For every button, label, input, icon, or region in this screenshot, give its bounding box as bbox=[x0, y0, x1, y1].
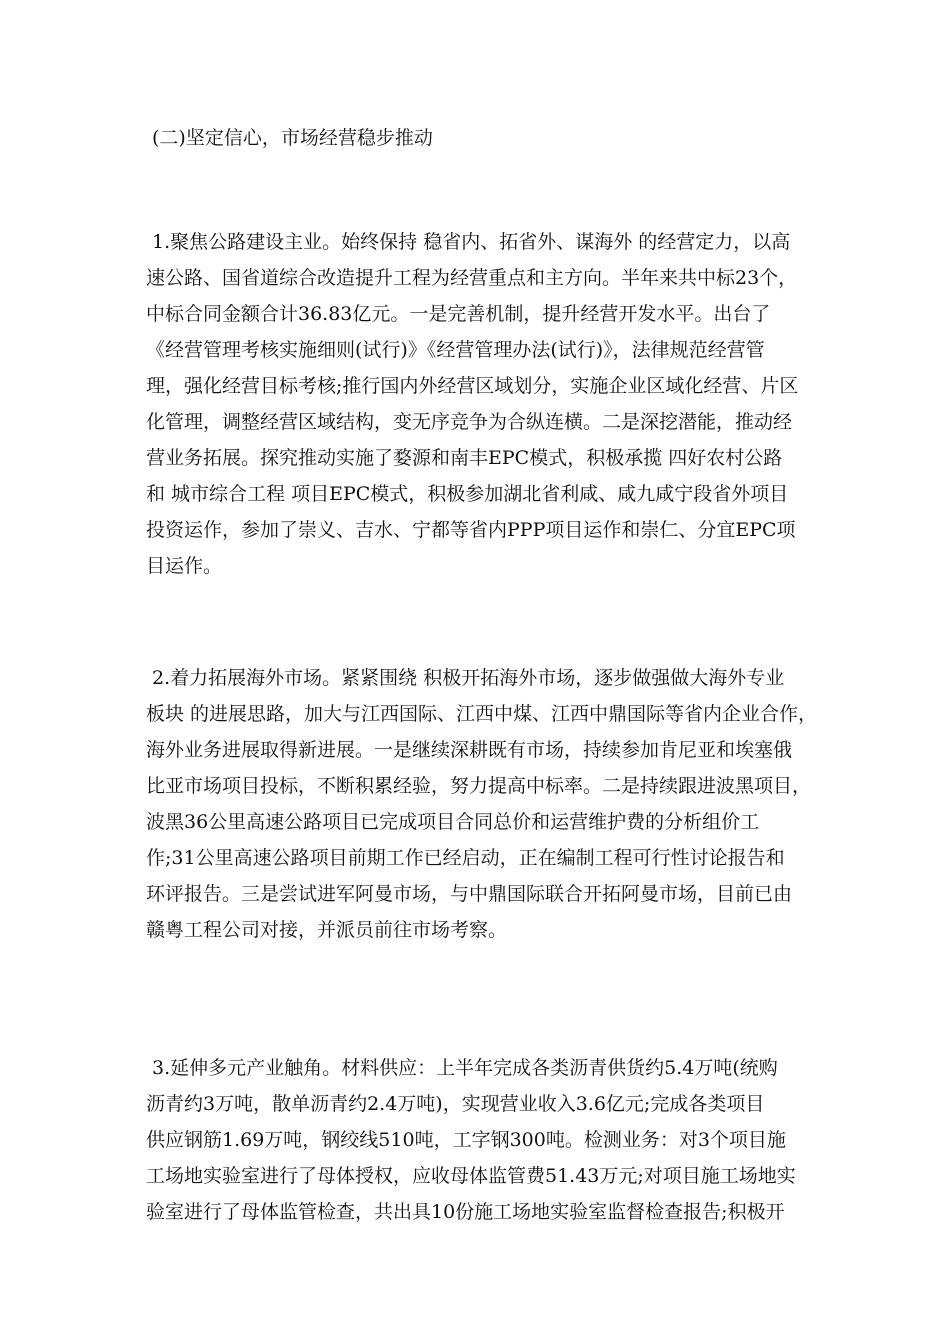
paragraph-line: 比亚市场项目投标，不断积累经验，努力提高中标率。二是持续跟进波黑项目， bbox=[146, 775, 812, 797]
paragraph-line: 1.聚焦公路建设主业。始终保持 稳省内、拓省外、谋海外 的经营定力，以高 bbox=[146, 231, 791, 253]
section-heading: (二)坚定信心，市场经营稳步推动 bbox=[152, 127, 433, 149]
paragraph-3 bbox=[146, 1050, 826, 1230]
paragraph-line: 赣粤工程公司对接，并派员前往市场考察。 bbox=[146, 919, 508, 941]
paragraph-line: 沥青约3万吨，散单沥青约2.4万吨)，实现营业收入3.6亿元;完成各类项目 bbox=[146, 1093, 765, 1115]
paragraph-line: 板块 的进展思路，加大与江西国际、江西中煤、江西中鼎国际等省内企业合作， bbox=[146, 703, 818, 725]
paragraph-line: 营业务拓展。探究推动实施了婺源和南丰EPC模式，积极承揽 四好农村公路 bbox=[146, 447, 783, 469]
paragraph-line: 理，强化经营目标考核;推行国内外经营区域划分，实施企业区域化经营、片区 bbox=[146, 375, 799, 397]
paragraph-line: 速公路、国省道综合改造提升工程为经营重点和主方向。半年来共中标23个， bbox=[146, 267, 798, 289]
paragraph-line: 环评报告。三是尝试进军阿曼市场，与中鼎国际联合开拓阿曼市场，目前已由 bbox=[146, 883, 793, 905]
paragraph-line: 波黑36公里高速公路项目已完成项目合同总价和运营维护费的分析组价工 bbox=[146, 811, 760, 833]
paragraph-line: 《经营管理考核实施细则(试行)》《经营管理办法(试行)》，法律规范经营管 bbox=[146, 339, 765, 361]
paragraph-line: 工场地实验室进行了母体授权，应收母体监管费51.43万元;对项目施工场地实 bbox=[146, 1165, 796, 1187]
paragraph-2 bbox=[146, 660, 826, 948]
paragraph-line: 验室进行了母体监管检查，共出具10份施工场地实验室监督检查报告;积极开 bbox=[146, 1201, 785, 1223]
paragraph-line: 3.延伸多元产业触角。材料供应：上半年完成各类沥青供货约5.4万吨(统购 bbox=[146, 1057, 778, 1079]
paragraph-line: 和 城市综合工程 项目EPC模式，积极参加湖北省利咸、咸九咸宁段省外项目 bbox=[146, 483, 789, 505]
paragraph-line: 投资运作，参加了崇义、吉水、宁都等省内PPP项目运作和崇仁、分宜EPC项 bbox=[146, 519, 796, 541]
paragraph-line: 作;31公里高速公路项目前期工作已经启动，正在编制工程可行性讨论报告和 bbox=[146, 847, 785, 869]
paragraph-1 bbox=[146, 224, 826, 584]
paragraph-line: 化管理，调整经营区域结构，变无序竞争为合纵连横。二是深挖潜能，推动经 bbox=[146, 411, 793, 433]
paragraph-line: 海外业务进展取得新进展。一是继续深耕既有市场，持续参加肯尼亚和埃塞俄 bbox=[146, 739, 793, 761]
paragraph-line: 供应钢筋1.69万吨，钢绞线510吨，工字钢300吨。检测业务：对3个项目施 bbox=[146, 1129, 786, 1151]
paragraph-line: 目运作。 bbox=[146, 555, 223, 577]
paragraph-line: 2.着力拓展海外市场。紧紧围绕 积极开拓海外市场，逐步做强做大海外专业 bbox=[146, 667, 785, 689]
paragraph-line: 中标合同金额合计36.83亿元。一是完善机制，提升经营开发水平。出台了 bbox=[146, 303, 771, 325]
